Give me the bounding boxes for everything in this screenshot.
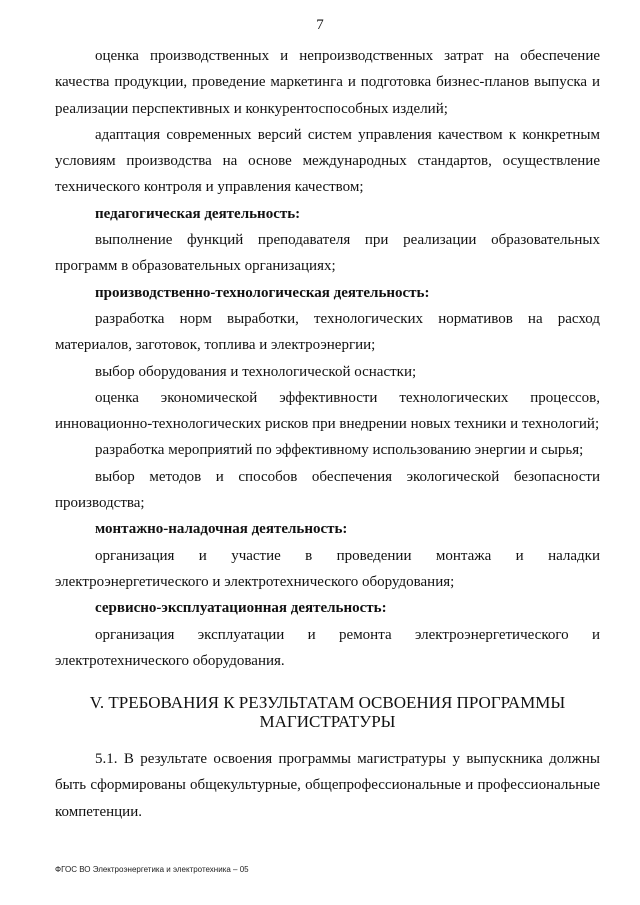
heading-production-technological: производственно-технологическая деятельность: bbox=[95, 284, 430, 301]
paragraph-5-1: 5.1. В результате освоения программы магистратуры у выпускника должны быть сформированы общекультурные, общепрофессиональные и профессиональные компетенции. bbox=[55, 751, 600, 820]
paragraph-teaching: выполнение функций преподавателя при реализации образовательных программ в образовательных организациях; bbox=[55, 232, 600, 275]
document-body bbox=[55, 43, 600, 825]
heading-pedagogical: педагогическая деятельность: bbox=[95, 205, 301, 222]
paragraph-norms: разработка норм выработки, технологических нормативов на расход материалов, заготовок, топлива и электроэнергии; bbox=[55, 310, 600, 354]
page-number: 7 bbox=[316, 17, 324, 33]
paragraph-quality-costs: оценка производственных и непроизводственных затрат на обеспечение качества продукции, проведение маркетинга и подготовка бизнес-планов выпуска и реализации перспективных и конкурентоспособных изделий; bbox=[55, 48, 600, 117]
heading-service: сервисно-эксплуатационная деятельность: bbox=[95, 600, 387, 617]
heading-installation: монтажно-наладочная деятельность: bbox=[95, 521, 348, 538]
paragraph-efficiency: оценка экономической эффективности технологических процессов, инновационно-технологических рисков при внедрении новых техники и технологий; bbox=[55, 389, 600, 433]
section-title bbox=[55, 693, 600, 731]
footer: ФГОС ВО Электроэнергетика и электротехника – 05 bbox=[55, 865, 249, 874]
section-title-line1: V. ТРЕБОВАНИЯ К РЕЗУЛЬТАТАМ ОСВОЕНИЯ ПРОГРАММЫ bbox=[89, 693, 566, 713]
paragraph-quality-systems: адаптация современных версий систем управления качеством к конкретным условиям производства на основе международных стандартов, осуществление технического контроля и управления качеством; bbox=[55, 126, 600, 196]
paragraph-ecology: выбор методов и способов обеспечения экологической безопасности производства; bbox=[55, 468, 600, 512]
paragraph-installation: организация и участие в проведении монтажа и наладки электроэнергетического и электротехнического оборудования; bbox=[55, 547, 600, 590]
paragraph-equipment-choice: выбор оборудования и технологической оснастки; bbox=[95, 363, 417, 380]
paragraph-service: организация эксплуатации и ремонта электроэнергетического и электротехнического оборудования. bbox=[55, 626, 600, 669]
paragraph-energy-use: разработка мероприятий по эффективному использованию энергии и сырья; bbox=[95, 442, 584, 459]
section-title-line2: МАГИСТРАТУРЫ bbox=[259, 712, 396, 732]
